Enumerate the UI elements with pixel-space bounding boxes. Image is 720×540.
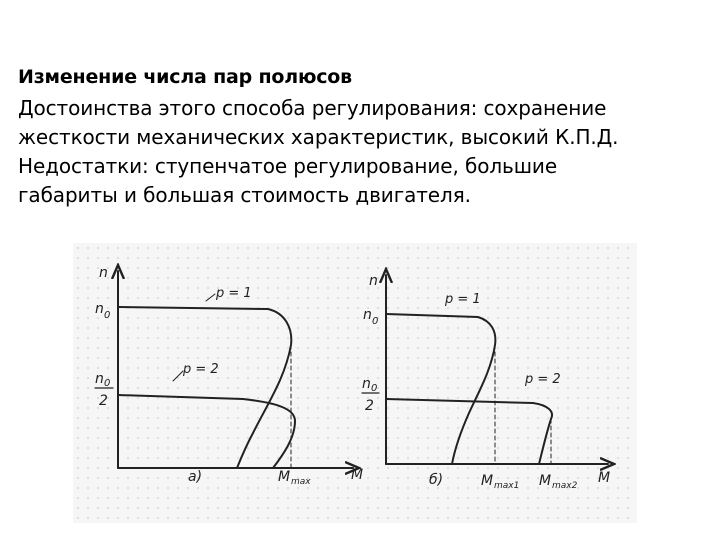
pole-pairs-figure <box>73 243 637 523</box>
left-n0-label: n <box>95 301 104 317</box>
right-x-axis-label: M <box>598 470 611 486</box>
left-curve-p1 <box>118 307 291 468</box>
left-x-axis-label: M <box>351 467 364 483</box>
right-graph <box>362 275 608 464</box>
right-mmax2-label: M <box>539 473 552 489</box>
right-curve-p1-label: p = 1 <box>445 292 481 307</box>
right-graph-labels <box>362 273 610 491</box>
left-n0-sub: 0 <box>104 310 111 321</box>
right-curve-p2 <box>386 399 552 464</box>
slide-heading: Изменение числа пар полюсов <box>18 66 352 88</box>
right-y-axis-label: n <box>369 273 378 289</box>
paragraph-line-2: жесткости механических характеристик, высокий К.П.Д. <box>18 125 619 149</box>
left-y-axis-label: n <box>99 265 108 281</box>
left-graph-labels <box>95 265 363 487</box>
left-caption: а) <box>188 469 203 485</box>
right-caption: б) <box>429 472 444 488</box>
paragraph-line-4: габариты и большая стоимость двигателя. <box>18 183 471 207</box>
left-mmax-sub: max <box>291 477 311 487</box>
right-half-n0-num: n <box>362 376 371 392</box>
right-half-n0-den: 2 <box>365 398 374 414</box>
right-curve-p1 <box>386 314 495 464</box>
right-half-n0-sub: 0 <box>371 383 378 394</box>
left-p2-leader <box>173 371 183 381</box>
left-curve-p2 <box>118 395 295 468</box>
left-p1-leader <box>206 294 215 301</box>
right-mmax1-label: M <box>481 473 494 489</box>
right-curve-p2-label: p = 2 <box>525 372 561 387</box>
right-mmax2-sub: max2 <box>552 481 578 491</box>
right-mmax1-sub: max1 <box>494 481 520 491</box>
left-half-n0-den: 2 <box>99 393 108 409</box>
slide-paragraph <box>18 94 708 210</box>
right-n0-sub: 0 <box>372 316 379 327</box>
left-mmax-label: M <box>278 469 291 485</box>
right-n0-label: n <box>363 307 372 323</box>
left-half-n0-num: n <box>95 371 104 387</box>
left-curve-p1-label: p = 1 <box>216 286 252 301</box>
figure-graphics <box>73 243 637 523</box>
left-half-n0-sub: 0 <box>104 378 111 389</box>
paragraph-line-1: Достоинства этого способа регулирования: сохранение <box>18 96 607 120</box>
left-curve-p2-label: p = 2 <box>183 362 219 377</box>
paragraph-line-3: Недостатки: ступенчатое регулирование, большие <box>18 154 558 178</box>
